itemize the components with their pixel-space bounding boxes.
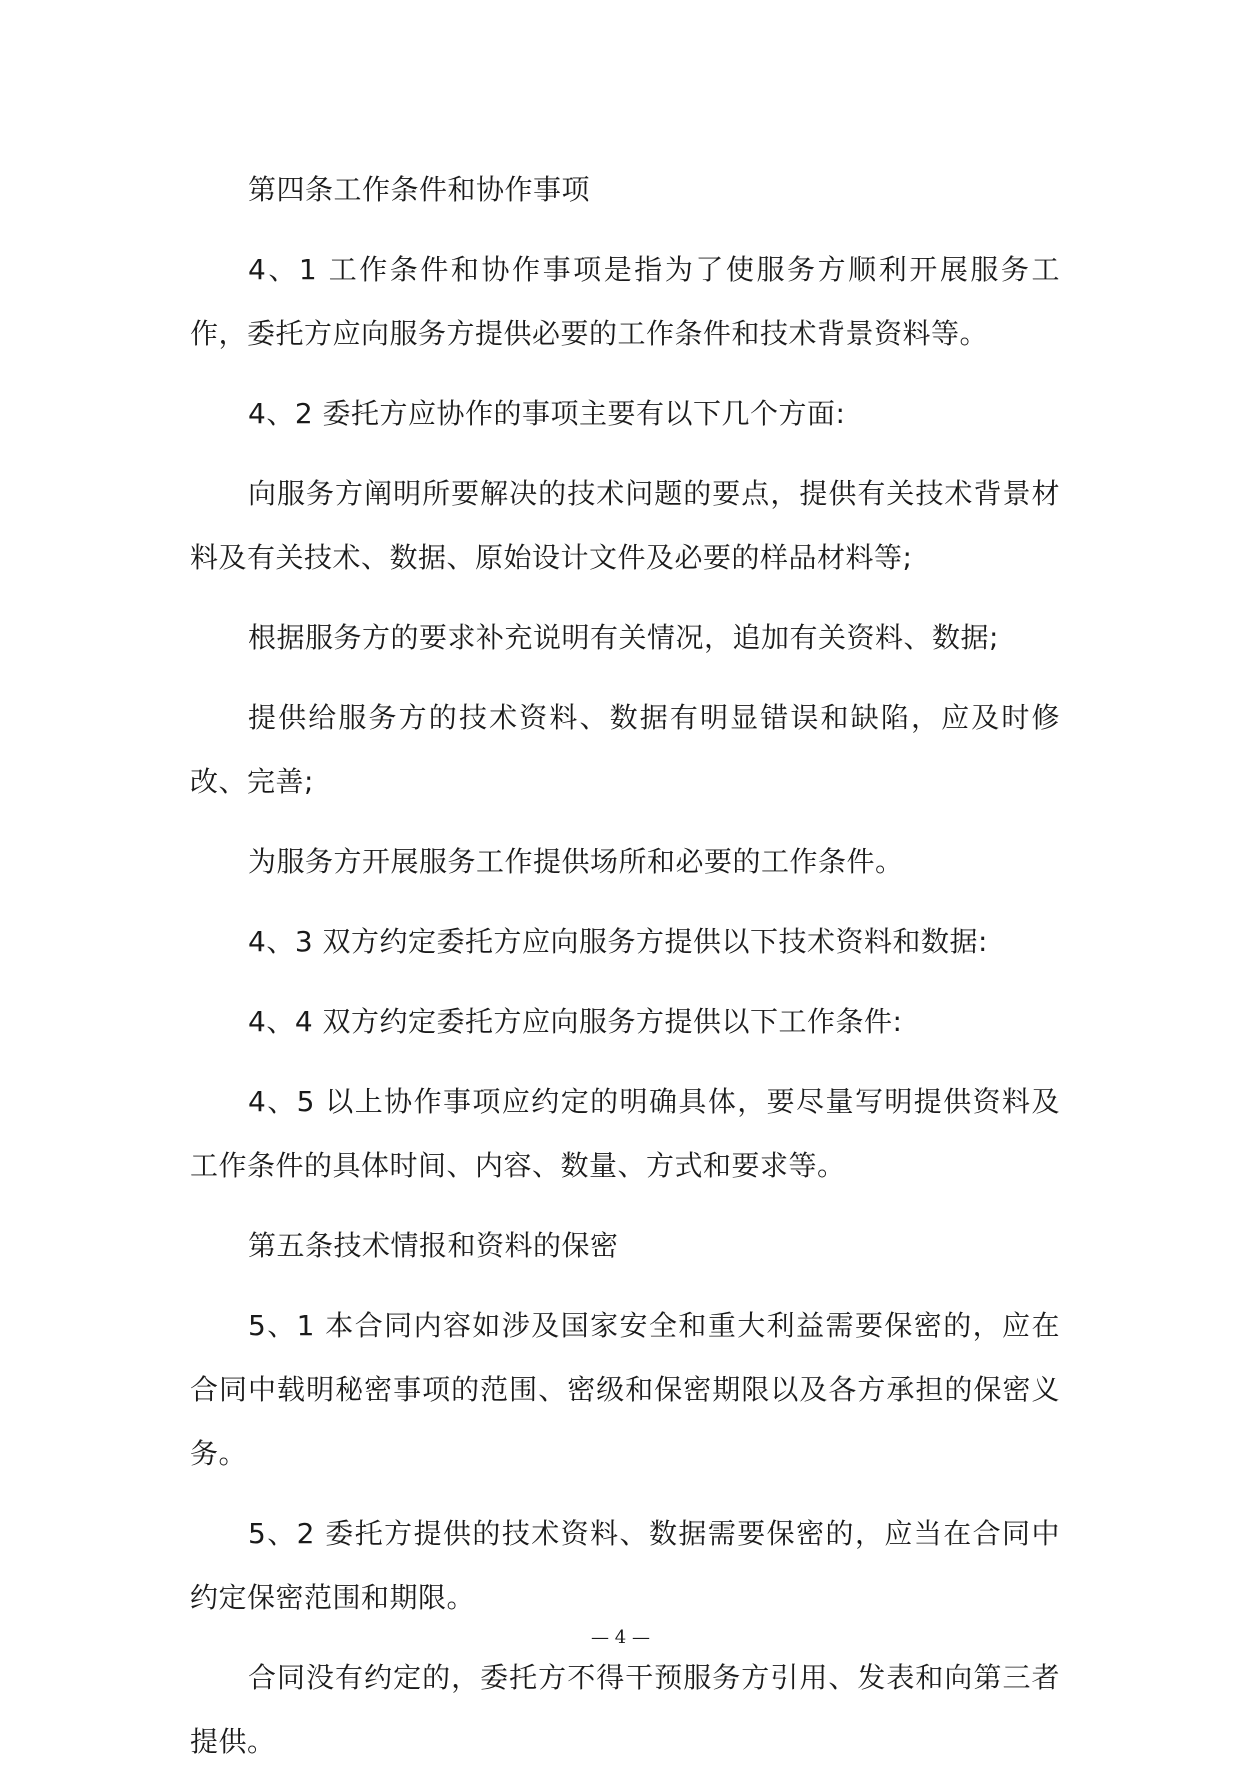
clause-5-1: 5、1 本合同内容如涉及国家安全和重大利益需要保密的，应在合同中载明秘密事项的范围、密级和保密期限以及各方承担的保密义务。 <box>190 1309 1060 1470</box>
clause-4-3: 4、3 双方约定委托方应向服务方提供以下技术资料和数据: <box>248 925 988 958</box>
clause-4-2-item-1: 向服务方阐明所要解决的技术问题的要点，提供有关技术背景材料及有关技术、数据、原始设计文件及必要的样品材料等; <box>190 477 1060 574</box>
section-heading-article-5: 第五条技术情报和资料的保密 <box>248 1229 619 1262</box>
clause-5-2: 5、2 委托方提供的技术资料、数据需要保密的，应当在合同中约定保密范围和期限。 <box>190 1517 1060 1614</box>
section-heading-article-4: 第四条工作条件和协作事项 <box>248 173 591 206</box>
clause-4-2-item-4: 为服务方开展服务工作提供场所和必要的工作条件。 <box>248 845 904 878</box>
page-number: — 4 — <box>591 1627 650 1648</box>
clause-4-4: 4、4 双方约定委托方应向服务方提供以下工作条件: <box>248 1005 903 1038</box>
clause-4-5: 4、5 以上协作事项应约定的明确具体，要尽量写明提供资料及工作条件的具体时间、内容、数量、方式和要求等。 <box>190 1085 1060 1182</box>
clause-4-2-item-3: 提供给服务方的技术资料、数据有明显错误和缺陷，应及时修改、完善; <box>190 701 1060 798</box>
clause-5-2-note: 合同没有约定的，委托方不得干预服务方引用、发表和向第三者提供。 <box>190 1661 1060 1758</box>
document-body <box>190 158 1060 1790</box>
clause-4-2: 4、2 委托方应协作的事项主要有以下几个方面: <box>248 397 846 430</box>
clause-4-2-item-2: 根据服务方的要求补充说明有关情况，追加有关资料、数据; <box>248 621 999 654</box>
clause-4-1: 4、1 工作条件和协作事项是指为了使服务方顺利开展服务工作，委托方应向服务方提供必要的工作条件和技术背景资料等。 <box>190 253 1060 350</box>
